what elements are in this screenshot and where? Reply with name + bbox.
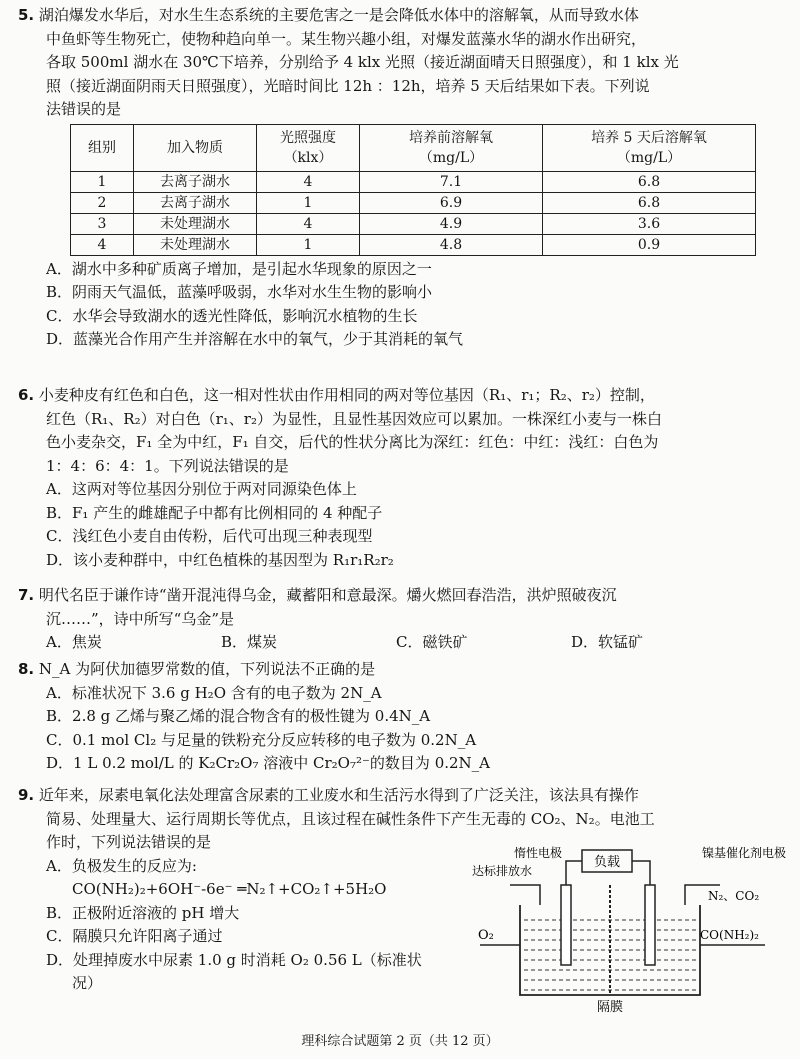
cell: 未处理湖水 xyxy=(134,234,257,255)
cell: 去离子湖水 xyxy=(134,171,257,192)
stem-line: 湖泊爆发水华后，对水生生态系统的主要危害之一是会降低水体中的溶解氧，从而导致水体 xyxy=(38,6,639,24)
option-c: C．浅红色小麦自由传粉，后代可出现三种表现型 xyxy=(46,527,373,545)
outlet-pipe xyxy=(510,885,540,905)
load-label: 负载 xyxy=(593,855,621,870)
stem-line: 明代名臣于谦作诗“凿开混沌得乌金，藏蓄阳和意最深。爝火燃回春浩浩，洪炉照破夜沉 xyxy=(38,586,617,604)
stem-line: 1：4：6：4：1。下列说法错误的是 xyxy=(46,456,289,475)
option-d: D．处理掉废水中尿素 1.0 g 时消耗 O₂ 0.56 L（标准状 xyxy=(46,950,422,969)
option-d: D．蓝藻光合作用产生并溶解在水中的氧气，少于其消耗的氧气 xyxy=(46,330,464,348)
question-number: 9. xyxy=(18,786,35,804)
option-b: B．2.8 g 乙烯与聚乙烯的混合物含有的极性键为 0.4N_A xyxy=(46,707,431,725)
stem-line: 沉……”，诗中所写“乌金”是 xyxy=(46,609,235,628)
cell: 3.6 xyxy=(543,213,756,234)
stem-line: 各取 500ml 湖水在 30℃下培养，分别给予 4 klx 光照（接近湖面晴天日照强度），和 1 klx 光 xyxy=(46,53,679,71)
table-row xyxy=(71,192,756,213)
inert-electrode-label: 惰性电极 xyxy=(513,846,562,860)
stem-line: 简易、处理量大、运行周期长等优点，且该过程在碱性条件下产生无毒的 CO₂、N₂。电池工 xyxy=(46,809,655,828)
cell: 未处理湖水 xyxy=(134,213,257,234)
header-light: 光照强度 （klx） xyxy=(257,124,360,171)
question-number: 8. xyxy=(18,660,35,678)
cell: 1 xyxy=(257,192,360,213)
stem-line: 作时，下列说法错误的是 xyxy=(46,833,212,851)
cell: 4.9 xyxy=(360,213,543,234)
cell: 1 xyxy=(71,171,134,192)
question-6 xyxy=(18,384,788,572)
cell: 0.9 xyxy=(543,234,756,255)
catalyst-electrode xyxy=(645,885,655,965)
table-row xyxy=(71,234,756,255)
options-row xyxy=(18,631,788,655)
cell: 去离子湖水 xyxy=(134,192,257,213)
stem-line: 小麦种皮有红色和白色，这一相对性状由作用相同的两对等位基因（R₁、r₁；R₂、r₂）控制， xyxy=(38,386,655,404)
question-8 xyxy=(18,658,788,776)
stem-line: 照（接近湖面阴雨天日照强度），光暗时间比 12h ：12h，培养 5 天后结果如下表。下列说 xyxy=(46,76,650,95)
urea-fuel-cell-diagram xyxy=(470,845,787,1015)
cell: 7.1 xyxy=(360,171,543,192)
cell: 4 xyxy=(257,171,360,192)
stem-line: 中鱼虾等生物死亡，使物种趋向单一。某生物兴趣小组，对爆发蓝藻水华的湖水作出研究， xyxy=(46,29,647,48)
option-b: B．阴雨天气温低，蓝藻呼吸弱，水华对水生生物的影响小 xyxy=(46,283,433,301)
table-row xyxy=(71,171,756,192)
question-5 xyxy=(18,4,788,352)
stem-line: 法错误的是 xyxy=(46,100,122,118)
membrane-label: 隔膜 xyxy=(596,1000,624,1015)
option-a: A．湖水中多种矿质离子增加，是引起水华现象的原因之一 xyxy=(46,259,432,278)
question-number: 7. xyxy=(18,586,35,604)
option-c: C．0.1 mol Cl₂ 与足量的铁粉充分反应转移的电子数为 0.2N_A xyxy=(46,730,477,749)
results-table xyxy=(70,124,756,256)
stem-line: 红色（R₁、R₂）对白色（r₁、r₂）为显性，且显性基因效应可以累加。一株深红小麦与一株白 xyxy=(46,409,662,428)
question-7 xyxy=(18,584,788,655)
stem-line: 近年来，尿素电氧化法处理富含尿素的工业废水和生活污水得到了广泛关注，该法具有操作 xyxy=(38,786,639,804)
option-b: B．煤炭 xyxy=(221,633,278,651)
cell: 3 xyxy=(71,213,134,234)
ni-catalyst-label: 镍基催化剂电极 xyxy=(702,846,787,860)
option-c: C．水华会导致湖水的透光性降低，影响沉水植物的生长 xyxy=(46,306,418,325)
cell: 2 xyxy=(71,192,134,213)
stem-line: 色小麦杂交，F₁ 全为中红，F₁ 自交，后代的性状分离比为深红：红色：中红：浅红：白色为 xyxy=(46,433,659,451)
cell: 1 xyxy=(257,234,360,255)
table-header-row xyxy=(71,124,756,171)
option-d: D．1 L 0.2 mol/L 的 K₂Cr₂O₇ 溶液中 Cr₂O₇²⁻的数目为 0.2N_A xyxy=(46,754,491,772)
option-d-cont: 况） xyxy=(72,974,103,992)
header-group: 组别 xyxy=(71,124,134,171)
option-d: D．软锰矿 xyxy=(571,633,644,651)
option-c: C．隔膜只允许阳离子通过 xyxy=(46,927,223,945)
question-number: 6. xyxy=(18,386,35,404)
standard-water-label: 达标排放水 xyxy=(472,864,533,878)
option-a: A．这两对等位基因分别位于两对同源染色体上 xyxy=(46,480,357,498)
n2-co2-label: N₂、CO₂ xyxy=(708,889,760,903)
option-b: B．正极附近溶液的 pH 增大 xyxy=(46,903,240,922)
option-a: A．标准状况下 3.6 g H₂O 含有的电子数为 2N_A xyxy=(46,683,382,702)
cell: 6.8 xyxy=(543,171,756,192)
option-b: B．F₁ 产生的雌雄配子中都有比例相同的 4 种配子 xyxy=(46,503,383,522)
option-c: C．磁铁矿 xyxy=(396,633,468,651)
question-number: 5. xyxy=(18,6,35,24)
stem-line: N_A 为阿伏加德罗常数的值，下列说法不正确的是 xyxy=(38,660,376,678)
inert-electrode xyxy=(561,885,571,965)
cell: 6.8 xyxy=(543,192,756,213)
option-a: A．焦炭 xyxy=(46,633,102,651)
option-a-equation: CO(NH₂)₂+6OH⁻-6e⁻ ═N₂↑+CO₂↑+5H₂O xyxy=(72,880,387,898)
header-before: 培养前溶解氧 （mg/L） xyxy=(360,124,543,171)
cell: 6.9 xyxy=(360,192,543,213)
option-a: A．负极发生的反应为: xyxy=(46,856,197,875)
option-d: D．该小麦种群中，中红色植株的基因型为 R₁r₁R₂r₂ xyxy=(46,550,394,569)
cell: 4 xyxy=(71,234,134,255)
table-row xyxy=(71,213,756,234)
o2-label: O₂ xyxy=(478,928,494,943)
urea-label: CO(NH₂)₂ xyxy=(700,928,759,942)
header-after: 培养 5 天后溶解氧 （mg/L） xyxy=(543,124,756,171)
header-substance: 加入物质 xyxy=(134,124,257,171)
cell: 4 xyxy=(257,213,360,234)
cell: 4.8 xyxy=(360,234,543,255)
page-footer: 理科综合试题第 2 页（共 12 页） xyxy=(301,1034,499,1049)
